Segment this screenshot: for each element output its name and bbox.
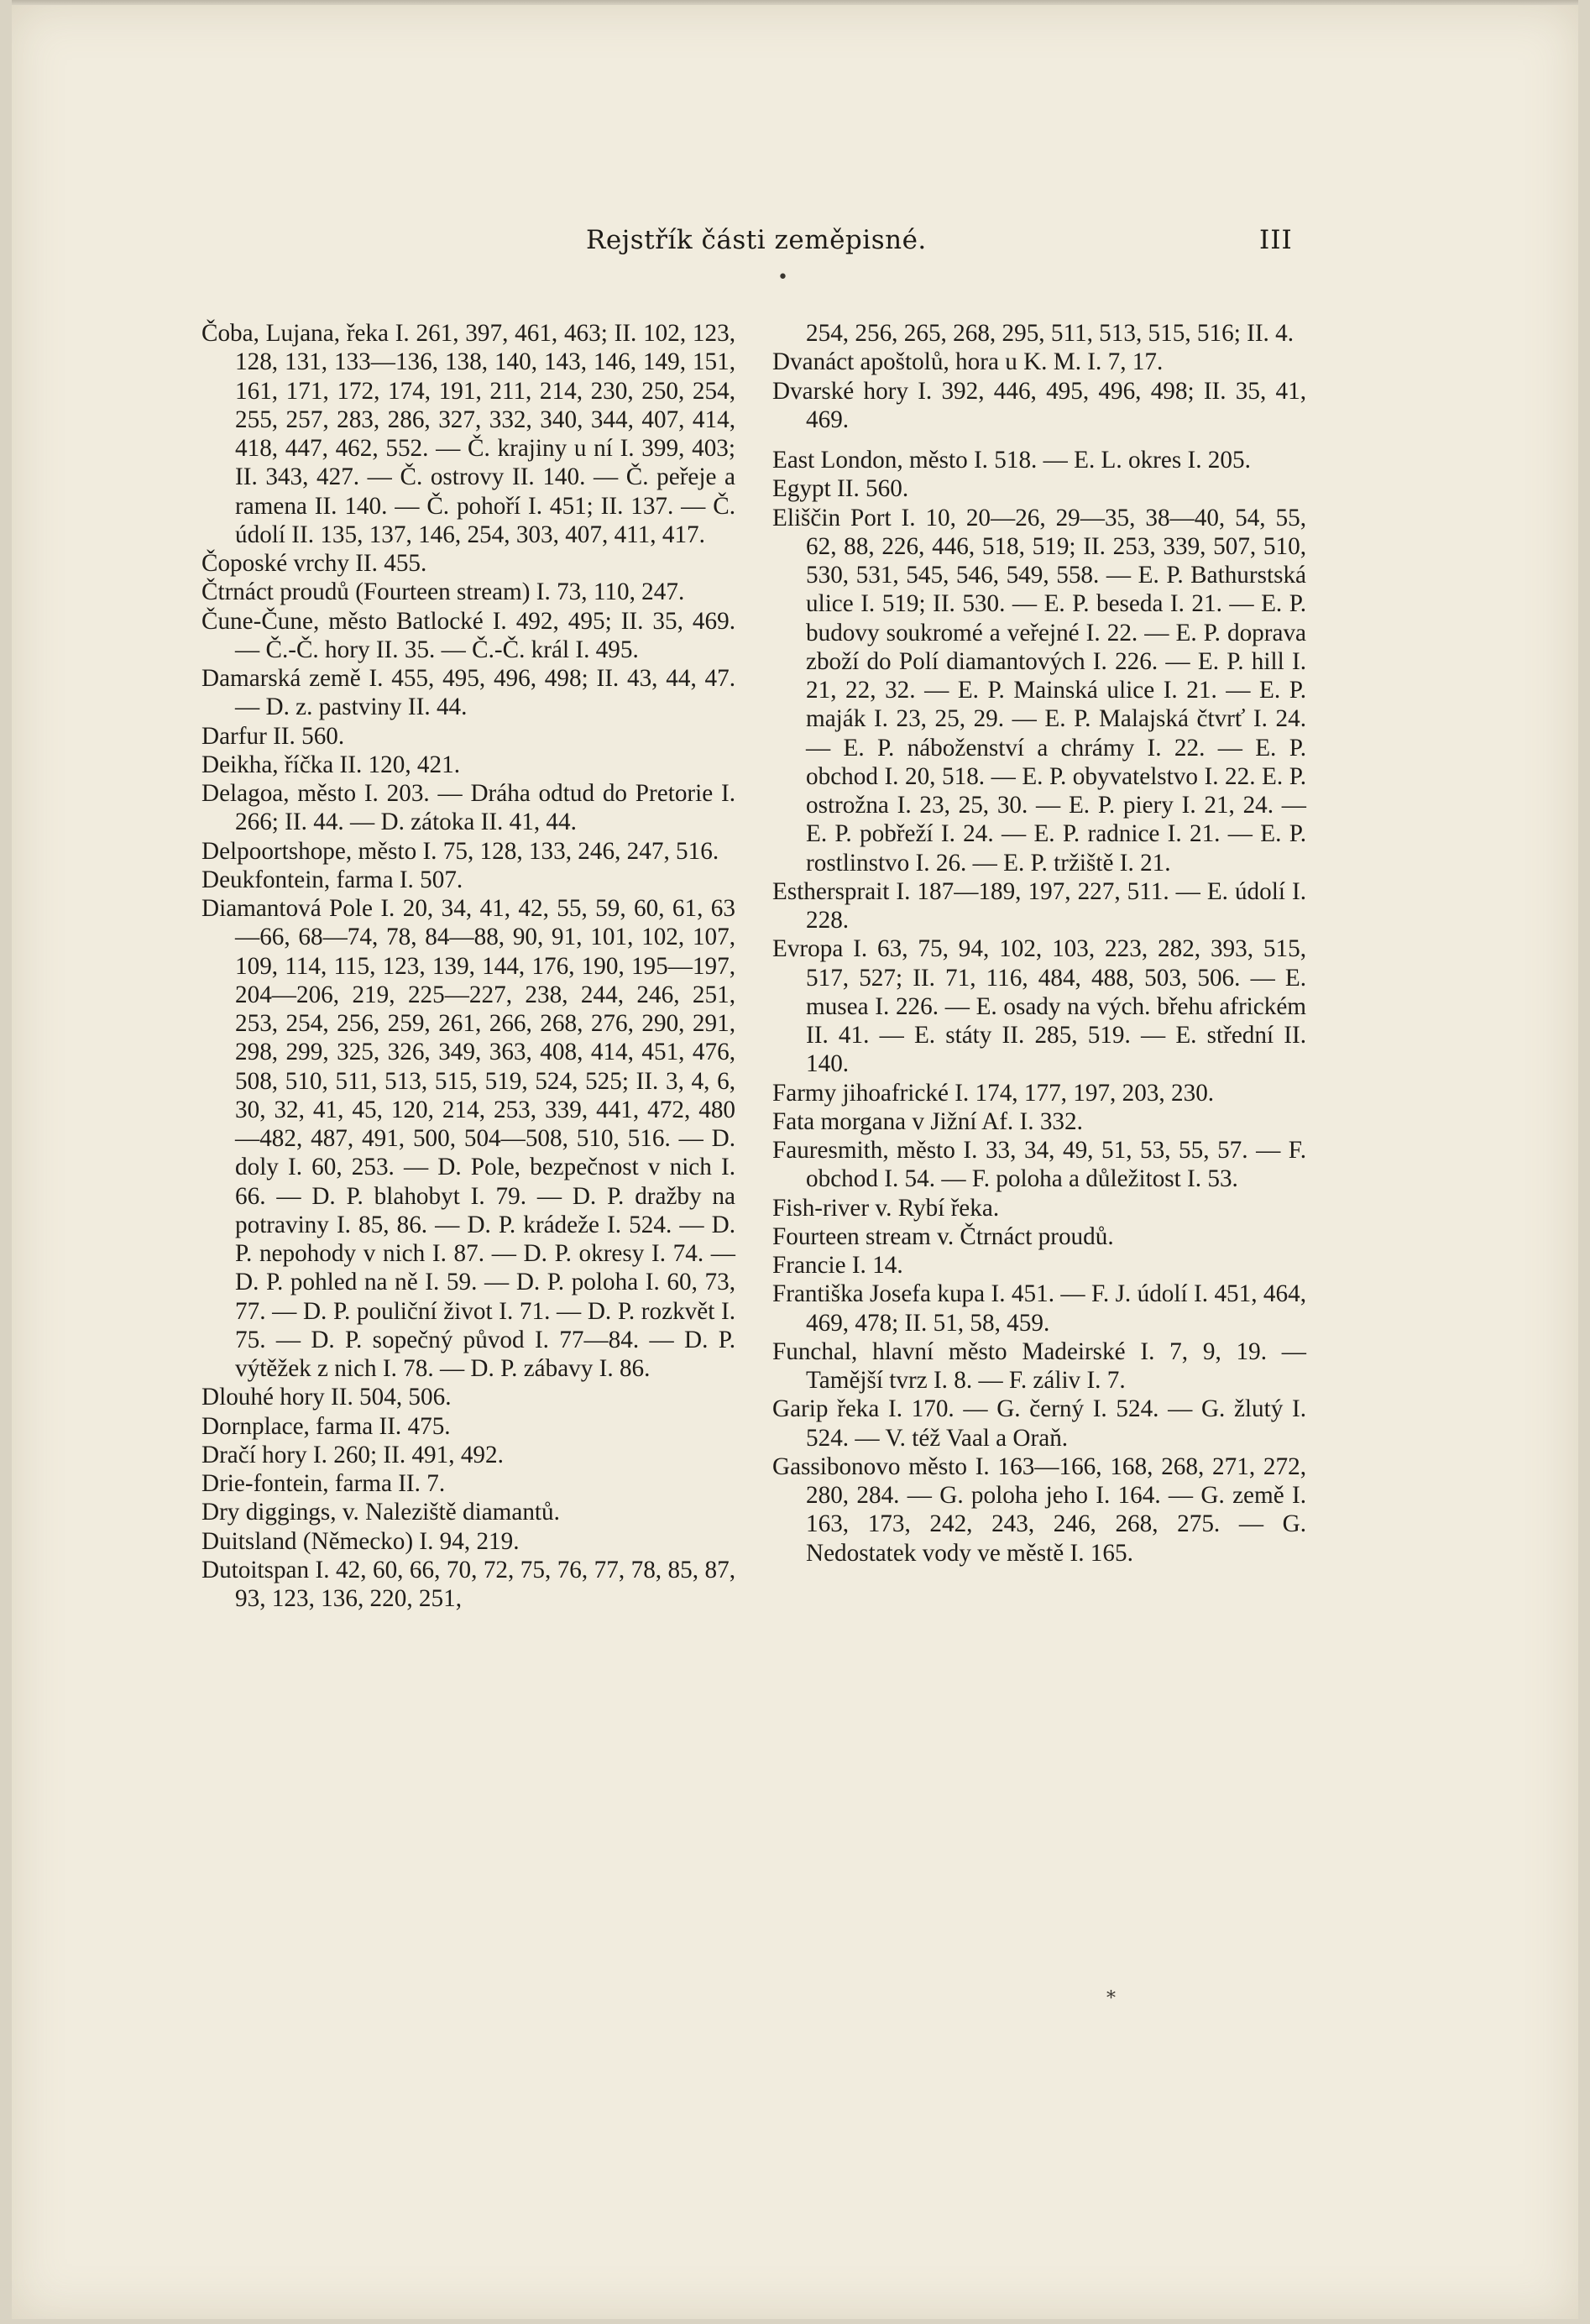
- index-entry: Dornplace, farma II. 475.: [201, 1412, 451, 1440]
- index-entry: Francie I. 14.: [772, 1252, 903, 1279]
- index-entry: Eliščin Port I. 10, 20—26, 29—35, 38—40, 54, 55, 62, 88, 226, 446, 518, 519; II. 253, 339, 507, 510, 530, 531, 545, 546, 549, 558. — E. P. Bathurstská ulice I. 519; II. 530. — E. P. beseda I. 21. — E. P. budovy soukromé a veřejné I. 22. — E. P. doprava zboží do Polí diamantových I. 226. — E. P. hill I. 21, 22, 32. — E. P. Mainská ulice I. 21. — E. P. maják I. 23, 25, 29. — E. P. Malajská čtvrť I. 24. — E. P. náboženství a chrámy I. 22. — E. P. obchod I. 20, 518. — E. P. obyvatelstvo I. 22. E. P. ostrožna I. 23, 25, 30. — E. P. piery I. 21, 24. — E. P. pobřeží I. 24. — E. P. radnice I. 21. — E. P. rostlinstvo I. 26. — E. P. tržiště I. 21.: [772, 504, 1306, 877]
- index-column-left: [201, 319, 735, 1613]
- index-entry: Deikha, říčka II. 120, 421.: [201, 751, 460, 778]
- index-entry: Františka Josefa kupa I. 451. — F. J. údolí I. 451, 464, 469, 478; II. 51, 58, 459.: [772, 1280, 1306, 1337]
- index-entry: Damarská země I. 455, 495, 496, 498; II. 43, 44, 47. — D. z. pastviny II. 44.: [201, 665, 735, 721]
- index-entry: Dračí hory I. 260; II. 491, 492.: [201, 1441, 504, 1468]
- index-entry: Dry diggings, v. Naleziště diamantů.: [201, 1499, 560, 1526]
- index-entry: Gassibonovo město I. 163—166, 168, 268, 271, 272, 280, 284. — G. poloha jeho I. 164. — G. země I. 163, 173, 242, 243, 246, 268, 275. — G. Nedostatek vody ve městě I. 165.: [772, 1452, 1306, 1567]
- page-title: Rejstřík části zeměpisné.: [586, 225, 927, 255]
- index-entry: Esthersprait I. 187—189, 197, 227, 511. — E. údolí I. 228.: [772, 877, 1306, 934]
- index-entry: Deukfontein, farma I. 507.: [201, 866, 463, 893]
- index-entry: Farmy jihoafrické I. 174, 177, 197, 203, 230.: [772, 1079, 1215, 1107]
- index-entry: Fauresmith, město I. 33, 34, 49, 51, 53, 55, 57. — F. obchod I. 54. — F. poloha a důležitost I. 53.: [772, 1137, 1306, 1193]
- index-entry: Fata morgana v Jižní Af. I. 332.: [772, 1107, 1083, 1135]
- index-entry: Fish-river v. Rybí řeka.: [772, 1194, 1000, 1222]
- print-dot-mark: •: [777, 267, 788, 288]
- index-entry-continuation: 254, 256, 265, 268, 295, 511, 513, 515, 516; II. 4.: [806, 320, 1294, 347]
- page-number: III: [1259, 225, 1293, 255]
- index-entry: Drie-fontein, farma II. 7.: [201, 1470, 446, 1497]
- index-entry: Čoba, Lujana, řeka I. 261, 397, 461, 463; II. 102, 123, 128, 131, 133—136, 138, 140, 143, 146, 149, 151, 161, 171, 172, 174, 191, 211, 214, 230, 250, 254, 255, 257, 283, 286, 327, 332, 340, 344, 407, 414, 418, 447, 462, 552. — Č. krajiny u ní I. 399, 403; II. 343, 427. — Č. ostrovy II. 140. — Č. peřeje a ramena II. 140. — Č. pohoří I. 451; II. 137. — Č. údolí II. 135, 137, 146, 254, 303, 407, 411, 417.: [201, 320, 735, 548]
- book-page: [12, 5, 1578, 2319]
- index-entry: Evropa I. 63, 75, 94, 102, 103, 223, 282, 393, 515, 517, 527; II. 71, 116, 484, 488, 503, 506. — E. musea I. 226. — E. osady na vých. břehu africkém II. 41. — E. státy II. 285, 519. — E. střední II. 140.: [772, 935, 1306, 1078]
- index-entry: Diamantová Pole I. 20, 34, 41, 42, 55, 59, 60, 61, 63—66, 68—74, 78, 84—88, 90, 91, 101, 102, 107, 109, 114, 115, 123, 139, 144, 176, 190, 195—197, 204—206, 219, 225—227, 238, 244, 246, 251, 253, 254, 256, 259, 261, 266, 268, 276, 290, 291, 298, 299, 325, 326, 349, 363, 408, 414, 451, 476, 508, 510, 511, 513, 515, 519, 524, 525; II. 3, 4, 6, 30, 32, 41, 45, 120, 214, 253, 339, 441, 472, 480—482, 487, 491, 500, 504—508, 510, 516. — D. doly I. 60, 253. — D. Pole, bezpečnost v nich I. 66. — D. P. blahobyt I. 79. — D. P. dražby na potraviny I. 85, 86. — D. P. krádeže I. 524. — D. P. nepohody v nich I. 87. — D. P. okresy I. 74. — D. P. pohled na ně I. 59. — D. P. poloha I. 60, 73, 77. — D. P. pouliční život I. 71. — D. P. rozkvět I. 75. — D. P. sopečný původ I. 77—84. — D. P. výtěžek z nich I. 78. — D. P. zábavy I. 86.: [201, 895, 735, 1382]
- index-entry: Fourteen stream v. Čtrnáct proudů.: [772, 1222, 1114, 1250]
- index-entry: Dutoitspan I. 42, 60, 66, 70, 72, 75, 76, 77, 78, 85, 87, 93, 123, 136, 220, 251,: [201, 1556, 735, 1612]
- index-entry: Funchal, hlavní město Madeirské I. 7, 9, 19. — Tamější tvrz I. 8. — F. záliv I. 7.: [772, 1337, 1306, 1394]
- print-asterisk-mark: *: [1106, 1988, 1116, 2009]
- index-entry: Dvarské hory I. 392, 446, 495, 496, 498; II. 35, 41, 469.: [772, 377, 1306, 433]
- index-entry: Duitsland (Německo) I. 94, 219.: [201, 1527, 520, 1555]
- index-entry: East London, město I. 518. — E. L. okres I. 205.: [772, 447, 1251, 474]
- index-entry: Dvanáct apoštolů, hora u K. M. I. 7, 17.: [772, 348, 1164, 376]
- index-entry: Dlouhé hory II. 504, 506.: [201, 1384, 452, 1411]
- index-entry: Darfur II. 560.: [201, 722, 345, 750]
- index-entry: Čtrnáct proudů (Fourteen stream) I. 73, 110, 247.: [201, 578, 685, 606]
- index-entry: Garip řeka I. 170. — G. černý I. 524. — G. žlutý I. 524. — V. též Vaal a Oraň.: [772, 1395, 1306, 1452]
- index-entry: Čune-Čune, město Batlocké I. 492, 495; II. 35, 469. — Č.-Č. hory II. 35. — Č.-Č. král I. 495.: [201, 607, 735, 663]
- index-entry: Delagoa, město I. 203. — Dráha odtud do Pretorie I. 266; II. 44. — D. zátoka II. 41, 44.: [201, 780, 735, 836]
- index-entry: Čoposké vrchy II. 455.: [201, 550, 427, 577]
- index-column-right: [772, 319, 1306, 1568]
- index-entry: Egypt II. 560.: [772, 475, 909, 503]
- index-entry: Delpoortshope, město I. 75, 128, 133, 246, 247, 516.: [201, 837, 719, 865]
- running-header: [12, 225, 1578, 264]
